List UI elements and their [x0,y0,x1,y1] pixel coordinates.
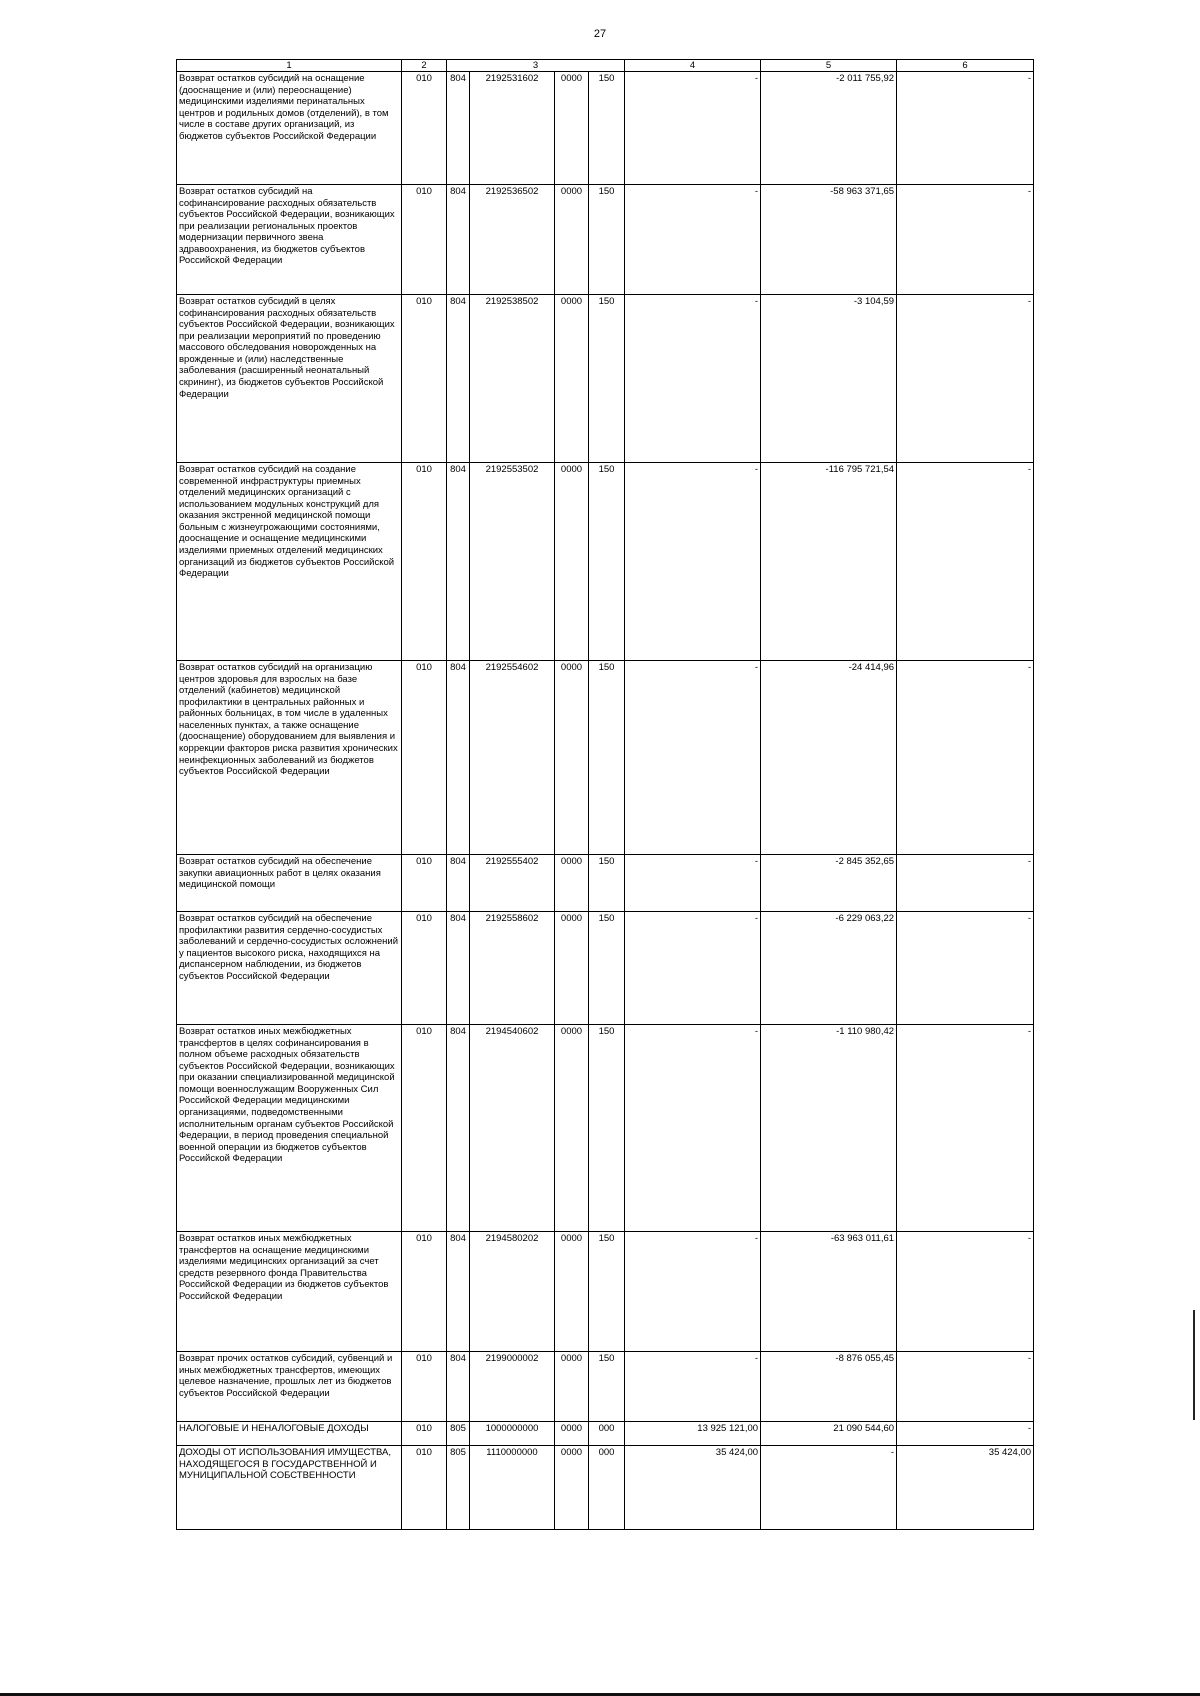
row-col4-value: - [625,912,761,1025]
row-description: Возврат остатков иных межбюджетных трансфертов в целях софинансирования в полном объеме расходных обязательств субъектов Российской Федерации, возникающих при оказании специализированной медицинской помощи военнослужащим Вооруженных Сил Российской Федерации медицинскими организациями, подведомственными исполнительным органам субъектов Российской Федерации, в период проведения специальной военной операции из бюджетов субъектов Российской Федерации [177,1025,402,1232]
row-code-program: 0000 [555,661,589,855]
row-description: НАЛОГОВЫЕ И НЕНАЛОГОВЫЕ ДОХОДЫ [177,1422,402,1446]
row-col6-value: - [897,72,1034,185]
row-code-class: 150 [589,295,625,463]
row-code-admin: 010 [402,1422,447,1446]
row-code-admin: 010 [402,1352,447,1422]
table-row [177,1352,1034,1422]
row-code-program: 0000 [555,855,589,912]
row-code-admin: 010 [402,72,447,185]
row-col4-value: - [625,1352,761,1422]
row-description: Возврат остатков иных межбюджетных трансфертов на оснащение медицинскими изделиями медицинских организаций за счет средств резервного фонда Правительства Российской Федерации из бюджетов субъектов Российской Федерации [177,1232,402,1352]
row-col6-value: - [897,295,1034,463]
row-col4-value: - [625,72,761,185]
table-row [177,295,1034,463]
row-col6-value: - [897,1422,1034,1446]
row-description: ДОХОДЫ ОТ ИСПОЛЬЗОВАНИЯ ИМУЩЕСТВА, НАХОДЯЩЕГОСЯ В ГОСУДАРСТВЕННОЙ И МУНИЦИПАЛЬНОЙ СОБСТВЕННОСТИ [177,1446,402,1530]
row-code-chief: 804 [447,855,470,912]
row-col5-value: -8 876 055,45 [761,1352,897,1422]
table-row [177,1025,1034,1232]
row-col4-value: 13 925 121,00 [625,1422,761,1446]
row-code-admin: 010 [402,1446,447,1530]
row-code-class: 000 [589,1422,625,1446]
row-code-chief: 804 [447,661,470,855]
row-code-chief: 804 [447,295,470,463]
row-code-kbk: 2199000002 [470,1352,555,1422]
row-col6-value: 35 424,00 [897,1446,1034,1530]
row-col5-value: - [761,1446,897,1530]
budget-revenue-table [176,59,1034,1530]
row-code-program: 0000 [555,1025,589,1232]
page-number: 27 [593,28,607,40]
row-col6-value: - [897,463,1034,661]
row-code-admin: 010 [402,295,447,463]
row-code-chief: 804 [447,912,470,1025]
row-code-kbk: 2192538502 [470,295,555,463]
row-code-class: 150 [589,661,625,855]
row-col4-value: - [625,1232,761,1352]
row-code-program: 0000 [555,912,589,1025]
row-code-chief: 805 [447,1422,470,1446]
row-code-kbk: 2194540602 [470,1025,555,1232]
row-description: Возврат остатков субсидий на организацию центров здоровья для взрослых на базе отделений (кабинетов) медицинской профилактики в центральных районных и районных больницах, в том числе в удаленных населенных пунктах, а также оснащение (дооснащение) оборудованием для выявления и коррекции факторов риска развития хронических неинфекционных заболеваний из бюджетов субъектов Российской Федерации [177,661,402,855]
row-code-chief: 804 [447,1232,470,1352]
row-code-admin: 010 [402,185,447,295]
row-code-program: 0000 [555,1422,589,1446]
row-code-class: 150 [589,72,625,185]
row-col5-value: -63 963 011,61 [761,1232,897,1352]
row-code-program: 0000 [555,1352,589,1422]
row-col5-value: 21 090 544,60 [761,1422,897,1446]
row-description: Возврат остатков субсидий на софинансирование расходных обязательств субъектов Российской Федерации, возникающих при реализации региональных проектов модернизации первичного звена здравоохранения, из бюджетов субъектов Российской Федерации [177,185,402,295]
row-code-class: 150 [589,1232,625,1352]
row-code-program: 0000 [555,1232,589,1352]
header-row [177,60,1034,72]
row-code-class: 150 [589,185,625,295]
row-col5-value: -1 110 980,42 [761,1025,897,1232]
row-col5-value: -24 414,96 [761,661,897,855]
row-col5-value: -2 011 755,92 [761,72,897,185]
row-code-class: 000 [589,1446,625,1530]
row-code-class: 150 [589,912,625,1025]
row-col4-value: - [625,855,761,912]
row-col6-value: - [897,1232,1034,1352]
row-code-kbk: 1000000000 [470,1422,555,1446]
row-description: Возврат остатков субсидий на создание современной инфраструктуры приемных отделений медицинских организаций с использованием модульных конструкций для оказания экстренной медицинской помощи больным с жизнеугрожающими состояниями, дооснащение и оснащение медицинскими изделиями приемных отделений медицинских организаций из бюджетов субъектов Российской Федерации [177,463,402,661]
row-col6-value: - [897,661,1034,855]
row-code-program: 0000 [555,185,589,295]
table-row [177,185,1034,295]
table-row [177,912,1034,1025]
scan-edge-line [1193,1310,1195,1420]
header-col-3: 3 [447,60,625,72]
row-description: Возврат прочих остатков субсидий, субвенций и иных межбюджетных трансфертов, имеющих целевое назначение, прошлых лет из бюджетов субъектов Российской Федерации [177,1352,402,1422]
table-row [177,1446,1034,1530]
row-code-chief: 805 [447,1446,470,1530]
row-code-chief: 804 [447,72,470,185]
row-code-admin: 010 [402,855,447,912]
row-code-kbk: 2192553502 [470,463,555,661]
row-col6-value: - [897,912,1034,1025]
row-code-kbk: 2192555402 [470,855,555,912]
table-row [177,661,1034,855]
row-code-program: 0000 [555,463,589,661]
row-col6-value: - [897,1025,1034,1232]
row-col5-value: -2 845 352,65 [761,855,897,912]
row-col4-value: - [625,463,761,661]
row-code-program: 0000 [555,295,589,463]
row-code-kbk: 2192531602 [470,72,555,185]
row-code-admin: 010 [402,661,447,855]
row-code-kbk: 2192554602 [470,661,555,855]
row-description: Возврат остатков субсидий на обеспечение закупки авиационных работ в целях оказания медицинской помощи [177,855,402,912]
row-code-class: 150 [589,1352,625,1422]
row-col4-value: - [625,1025,761,1232]
row-description: Возврат остатков субсидий на оснащение (дооснащение и (или) переоснащение) медицинскими изделиями перинатальных центров и родильных домов (отделений), в том числе в составе других организаций, из бюджетов субъектов Российской Федерации [177,72,402,185]
row-code-program: 0000 [555,1446,589,1530]
row-col5-value: -116 795 721,54 [761,463,897,661]
table-row [177,463,1034,661]
row-code-kbk: 2194580202 [470,1232,555,1352]
table-row [177,1232,1034,1352]
row-description: Возврат остатков субсидий в целях софинансирования расходных обязательств субъектов Российской Федерации, возникающих при реализации мероприятий по проведению массового обследования новорожденных на врожденные и (или) наследственные заболевания (расширенный неонатальный скрининг), из бюджетов субъектов Российской Федерации [177,295,402,463]
row-code-admin: 010 [402,1232,447,1352]
table-row [177,72,1034,185]
row-code-program: 0000 [555,72,589,185]
row-col5-value: -58 963 371,65 [761,185,897,295]
header-col-4: 4 [625,60,761,72]
row-col5-value: -3 104,59 [761,295,897,463]
row-code-kbk: 1110000000 [470,1446,555,1530]
row-description: Возврат остатков субсидий на обеспечение профилактики развития сердечно-сосудистых заболеваний и сердечно-сосудистых осложнений у пациентов высокого риска, находящихся на диспансерном наблюдении, из бюджетов субъектов Российской Федерации [177,912,402,1025]
row-col5-value: -6 229 063,22 [761,912,897,1025]
row-col4-value: 35 424,00 [625,1446,761,1530]
row-code-admin: 010 [402,1025,447,1232]
row-code-kbk: 2192536502 [470,185,555,295]
row-col4-value: - [625,661,761,855]
row-code-class: 150 [589,463,625,661]
row-col6-value: - [897,1352,1034,1422]
row-code-chief: 804 [447,185,470,295]
row-col6-value: - [897,185,1034,295]
row-code-kbk: 2192558602 [470,912,555,1025]
row-code-chief: 804 [447,1025,470,1232]
header-col-5: 5 [761,60,897,72]
row-code-chief: 804 [447,463,470,661]
header-col-1: 1 [177,60,402,72]
row-code-class: 150 [589,855,625,912]
header-col-6: 6 [897,60,1034,72]
table-row [177,855,1034,912]
row-col4-value: - [625,295,761,463]
header-col-2: 2 [402,60,447,72]
table-row [177,1422,1034,1446]
row-col6-value: - [897,855,1034,912]
row-code-admin: 010 [402,912,447,1025]
row-code-admin: 010 [402,463,447,661]
row-code-chief: 804 [447,1352,470,1422]
row-col4-value: - [625,185,761,295]
row-code-class: 150 [589,1025,625,1232]
